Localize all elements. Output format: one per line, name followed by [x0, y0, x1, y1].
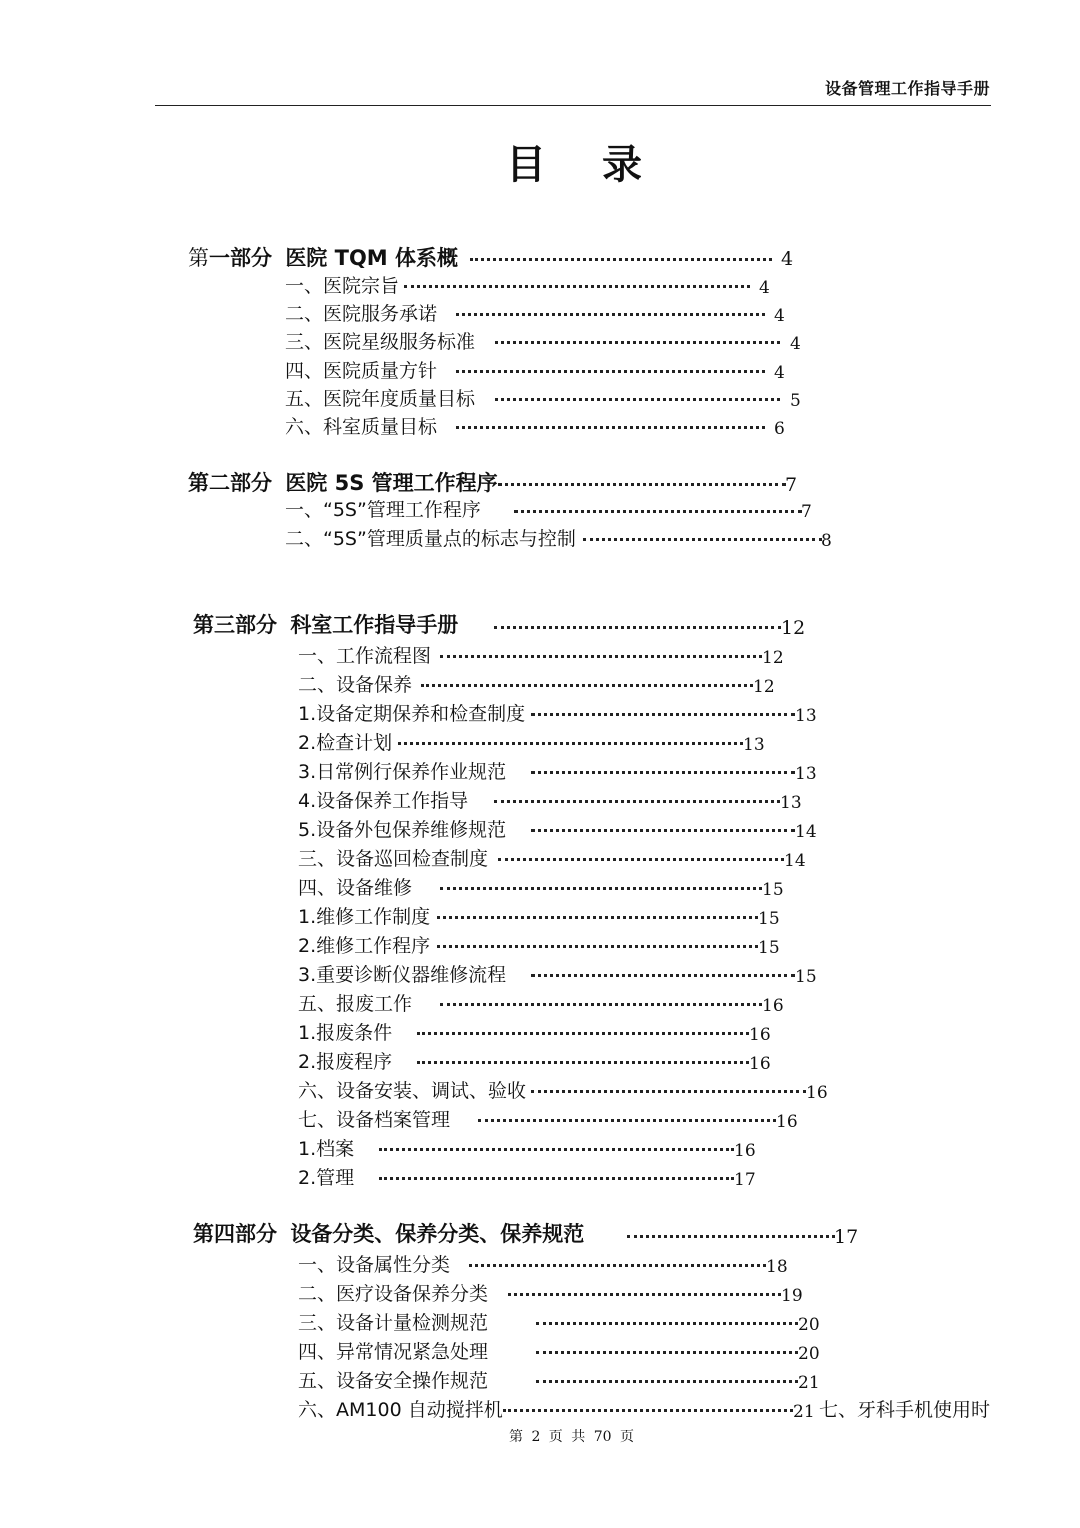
toc-item[interactable]: 一、“5S”管理工作程序: [285, 499, 481, 521]
leader-dots: [437, 916, 758, 919]
leader-dots: [404, 285, 750, 288]
toc-item[interactable]: 七、设备档案管理: [298, 1109, 451, 1131]
page-number: 15: [758, 909, 780, 929]
toc-item-overflow[interactable]: 七、牙科手机使用时: [819, 1399, 991, 1421]
leader-dots: [494, 626, 781, 629]
page-footer: 第 2 页 共 70 页: [509, 1429, 634, 1445]
leader-dots: [495, 341, 780, 344]
toc-item[interactable]: 四、医院质量方针: [285, 360, 438, 382]
page-number: 13: [780, 793, 802, 813]
leader-dots: [536, 1351, 798, 1354]
part-title: 科室工作指导手册: [290, 613, 459, 637]
leader-dots: [417, 1032, 749, 1035]
toc-item[interactable]: 三、设备巡回检查制度: [298, 848, 489, 870]
page-number: 13: [795, 706, 817, 726]
leader-dots: [421, 684, 753, 687]
page-number: 16: [734, 1141, 756, 1161]
toc-item[interactable]: 二、设备保养: [298, 674, 413, 696]
leader-dots: [536, 1380, 798, 1383]
page-number: 6: [774, 419, 785, 439]
page-number: 13: [743, 735, 765, 755]
toc-item[interactable]: 1.档案: [298, 1138, 355, 1160]
toc-item[interactable]: 二、“5S”管理质量点的标志与控制: [285, 528, 576, 550]
toc-item[interactable]: 一、设备属性分类: [298, 1254, 451, 1276]
leader-dots: [398, 742, 743, 745]
toc-item[interactable]: 2.检查计划: [298, 732, 393, 754]
page-number: 16: [762, 996, 784, 1016]
part-page-number: 12: [781, 617, 806, 639]
leader-dots: [417, 1061, 749, 1064]
page-number: 20: [798, 1315, 820, 1335]
part-label: 一部分: [209, 246, 272, 270]
page-number: 20: [798, 1344, 820, 1364]
toc-item[interactable]: 五、报废工作: [298, 993, 413, 1015]
leader-dots: [514, 510, 802, 513]
toc-item[interactable]: 三、设备计量检测规范: [298, 1312, 489, 1334]
page-number: 16: [776, 1112, 798, 1132]
page-number: 4: [774, 363, 785, 383]
toc-item[interactable]: 四、设备维修: [298, 877, 413, 899]
toc-item[interactable]: 2.管理: [298, 1167, 355, 1189]
page-number: 4: [759, 278, 770, 298]
leader-dots: [531, 771, 795, 774]
toc-item[interactable]: 1.维修工作制度: [298, 906, 431, 928]
page-number: 12: [762, 648, 784, 668]
page-number: 13: [795, 764, 817, 784]
toc-item[interactable]: 六、设备安装、调试、验收: [298, 1080, 527, 1102]
toc-item[interactable]: 一、医院宗旨: [285, 275, 400, 297]
toc-item[interactable]: 1.报废条件: [298, 1022, 393, 1044]
header-rule: [155, 105, 991, 106]
leader-dots: [536, 1322, 798, 1325]
leader-dots: [456, 370, 765, 373]
page-number: 19: [781, 1286, 803, 1306]
toc-item[interactable]: 三、医院星级服务标准: [285, 331, 476, 353]
leader-dots: [440, 655, 762, 658]
leader-dots: [495, 398, 780, 401]
toc-item[interactable]: 5.设备外包保养维修规范: [298, 819, 507, 841]
toc-item[interactable]: 3.日常例行保养作业规范: [298, 761, 507, 783]
toc-part-3[interactable]: [193, 613, 458, 637]
page-number: 15: [795, 967, 817, 987]
part-page-number: 17: [834, 1226, 859, 1248]
part-title: 医院 TQM 体系概: [285, 246, 459, 270]
page-number: 15: [762, 880, 784, 900]
leader-dots: [531, 829, 795, 832]
leader-dots: [498, 483, 786, 486]
leader-dots: [440, 887, 762, 890]
leader-dots: [469, 1264, 766, 1267]
leader-dots: [470, 258, 772, 261]
page-number: 8: [821, 531, 832, 551]
leader-dots: [531, 1090, 806, 1093]
toc-item[interactable]: 1.设备定期保养和检查制度: [298, 703, 526, 725]
page-number: 16: [806, 1083, 828, 1103]
leader-dots: [531, 974, 795, 977]
page-number: 21: [793, 1402, 815, 1422]
page-number: 18: [766, 1257, 788, 1277]
toc-item[interactable]: 二、医疗设备保养分类: [298, 1283, 489, 1305]
toc-item[interactable]: 六、AM100 自动搅拌机: [298, 1399, 503, 1421]
page-number: 21: [798, 1373, 820, 1393]
toc-item[interactable]: 二、医院服务承诺: [285, 303, 438, 325]
leader-dots: [494, 800, 780, 803]
toc-item[interactable]: 3.重要诊断仪器维修流程: [298, 964, 507, 986]
part-title: 医院 5S 管理工作程序: [285, 471, 498, 495]
header-title: 设备管理工作指导手册: [824, 79, 990, 98]
leader-dots: [498, 858, 784, 861]
toc-item[interactable]: 一、工作流程图: [298, 645, 432, 667]
leader-dots: [508, 1293, 781, 1296]
page-number: 4: [790, 334, 801, 354]
toc-item[interactable]: 2.报废程序: [298, 1051, 393, 1073]
toc-part-1[interactable]: [188, 246, 458, 270]
title-char-2: 录: [602, 142, 642, 188]
leader-dots: [456, 313, 765, 316]
leader-dots: [478, 1119, 776, 1122]
toc-item[interactable]: 五、医院年度质量目标: [285, 388, 476, 410]
part-page-number: 7: [785, 474, 798, 496]
toc-item[interactable]: 4.设备保养工作指导: [298, 790, 469, 812]
page-number: 16: [749, 1025, 771, 1045]
page-number: 17: [734, 1170, 756, 1190]
leader-dots: [503, 1409, 793, 1412]
leader-dots: [583, 538, 822, 541]
toc-item[interactable]: 2.维修工作程序: [298, 935, 431, 957]
leader-dots: [456, 426, 765, 429]
page-number: 15: [758, 938, 780, 958]
part-label: 第三部分: [193, 613, 277, 637]
leader-dots: [627, 1235, 835, 1238]
page-number: 7: [801, 502, 812, 522]
toc-part-4[interactable]: [193, 1222, 584, 1246]
page-number: 12: [753, 677, 775, 697]
leader-dots: [379, 1177, 734, 1180]
toc-item[interactable]: 五、设备安全操作规范: [298, 1370, 489, 1392]
toc-item[interactable]: 六、科室质量目标: [285, 416, 438, 438]
toc-item[interactable]: 四、异常情况紧急处理: [298, 1341, 489, 1363]
title-char-1: 目: [506, 142, 546, 188]
page-number: 4: [774, 306, 785, 326]
part-page-number: 4: [781, 248, 794, 270]
part-label-prefix: 第: [188, 246, 209, 270]
leader-dots: [437, 945, 758, 948]
part-label: 第四部分: [193, 1222, 277, 1246]
page-number: 16: [749, 1054, 771, 1074]
leader-dots: [440, 1003, 762, 1006]
toc-part-2[interactable]: [188, 471, 498, 495]
part-label: 第二部分: [188, 471, 272, 495]
page-number: 14: [784, 851, 806, 871]
leader-dots: [379, 1148, 734, 1151]
part-title: 设备分类、保养分类、保养规范: [290, 1222, 585, 1246]
page-number: 5: [790, 391, 801, 411]
page-number: 14: [795, 822, 817, 842]
leader-dots: [531, 713, 795, 716]
document-title: [0, 133, 1080, 190]
